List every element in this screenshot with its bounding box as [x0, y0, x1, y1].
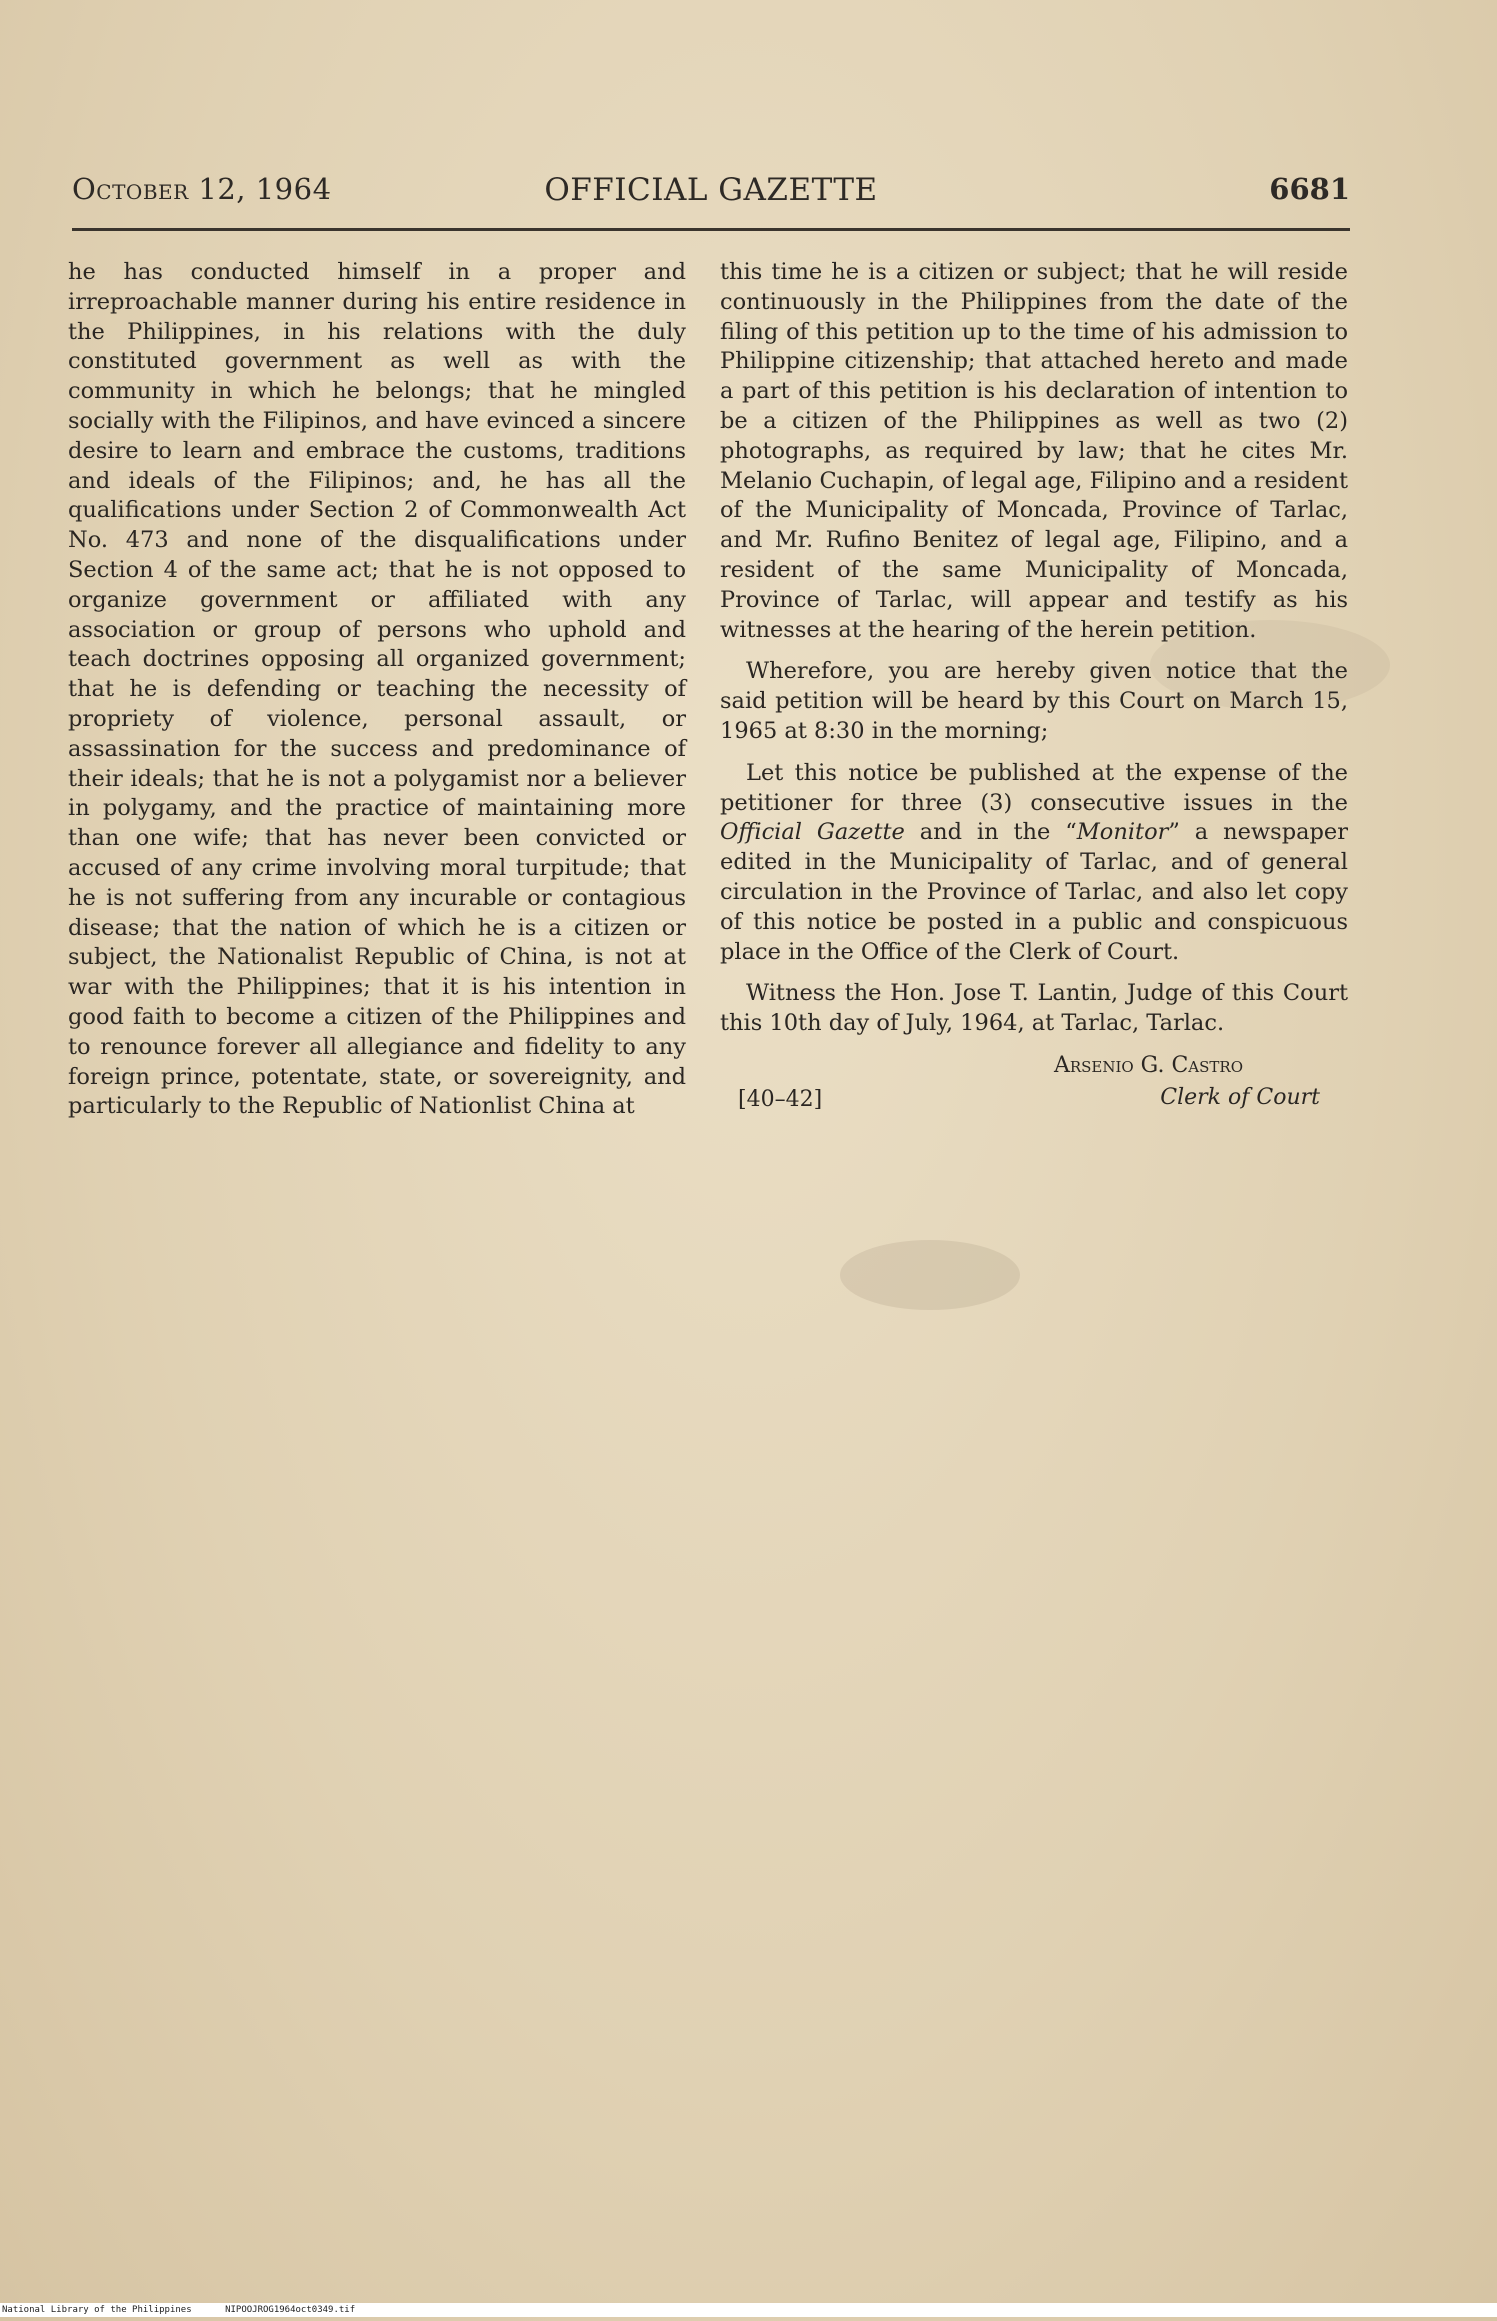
signatory-name: Arsenio G. Castro: [1053, 1052, 1243, 1078]
right-column: [720, 258, 1348, 1123]
notice-reference: [40–42]: [738, 1086, 823, 1112]
right-paragraph-1: this time he is a citizen or subject; that he will reside continuously in the Philippines from the date of the filing of this petition up to the time of his admission to Philippine citizenship; that attached hereto and made a part of this petition is his declaration of intention to be a citizen of the Philippines as well as two (2) photographs, as required by law; that he cites Mr. Melanio Cuchapin, of legal age, Filipino and a resident of the Municipality of Moncada, Province of Tarlac, and Mr. Rufino Benitez of legal age, Filipino, and a resident of the same Municipality of Moncada, Province of Tarlac, will appear and testify as his witnesses at the hearing of the herein petition.: [720, 259, 1348, 643]
publication-text-c: ” a newspaper edited in the Municipality of Tarlac, and of general circulation in the Province of Tarlac, and also let copy of this notice be posted in a public and conspicuous place in the Office of the Clerk of Court.: [720, 819, 1348, 965]
right-paragraph-3: [720, 759, 1348, 968]
scan-footer: [0, 2303, 1497, 2317]
right-paragraph-2: Wherefore, you are hereby given notice that the said petition will be heard by this Court on March 15, 1965 at 8:30 in the morning;: [720, 658, 1348, 744]
left-column: [68, 258, 686, 1122]
signature-block: [720, 1051, 1348, 1123]
header-title: OFFICIAL GAZETTE: [544, 172, 878, 208]
footer-filename: NIPOOJROG1964oct0349.tif: [225, 2305, 356, 2315]
page-number: 6681: [1269, 172, 1350, 206]
publication-text-a: Let this notice be published at the expense of the petitioner for three (3) consecutive issues in the: [720, 759, 1348, 816]
header-rule: [72, 228, 1350, 231]
official-gazette-name: Official Gazette: [720, 819, 905, 846]
paper-stain: [840, 1240, 1020, 1310]
footer-library: National Library of the Philippines: [2, 2305, 192, 2315]
signatory-title: Clerk of Court: [1160, 1084, 1320, 1110]
right-paragraph-4: Witness the Hon. Jose T. Lantin, Judge of this Court this 10th day of July, 1964, at Tarlac, Tarlac.: [720, 980, 1348, 1037]
left-paragraph: he has conducted himself in a proper and irreproachable manner during his entire residence in the Philippines, in his relations with the duly constituted government as well as with the community in which he belongs; that he mingled socially with the Filipinos, and have evinced a sincere desire to learn and embrace the customs, traditions and ideals of the Filipinos; and, he has all the qualifications under Section 2 of Commonwealth Act No. 473 and none of the disqualifications under Section 4 of the same act; that he is not opposed to organize government or affiliated with any association or group of persons who uphold and teach doctrines opposing all organized government; that he is defending or teaching the necessity of propriety of violence, personal assault, or assassination for the success and predominance of their ideals; that he is not a polygamist nor a believer in polygamy, and the practice of maintaining more than one wife; that has never been convicted or accused of any crime involving moral turpitude; that he is not suffering from any incurable or contagious disease; that the nation of which he is a citizen or subject, the Nationalist Republic of China, is not at war with the Philippines; that it is his intention in good faith to become a citizen of the Philippines and to renounce forever all allegiance and fidelity to any foreign prince, potentate, state, or sovereignity, and particularly to the Republic of Nationlist China at: [68, 259, 686, 1120]
page-header: [72, 172, 1350, 216]
monitor-name: Monitor: [1076, 819, 1169, 846]
header-date: October 12, 1964: [72, 172, 332, 206]
publication-text-b: and in the “: [904, 819, 1077, 846]
